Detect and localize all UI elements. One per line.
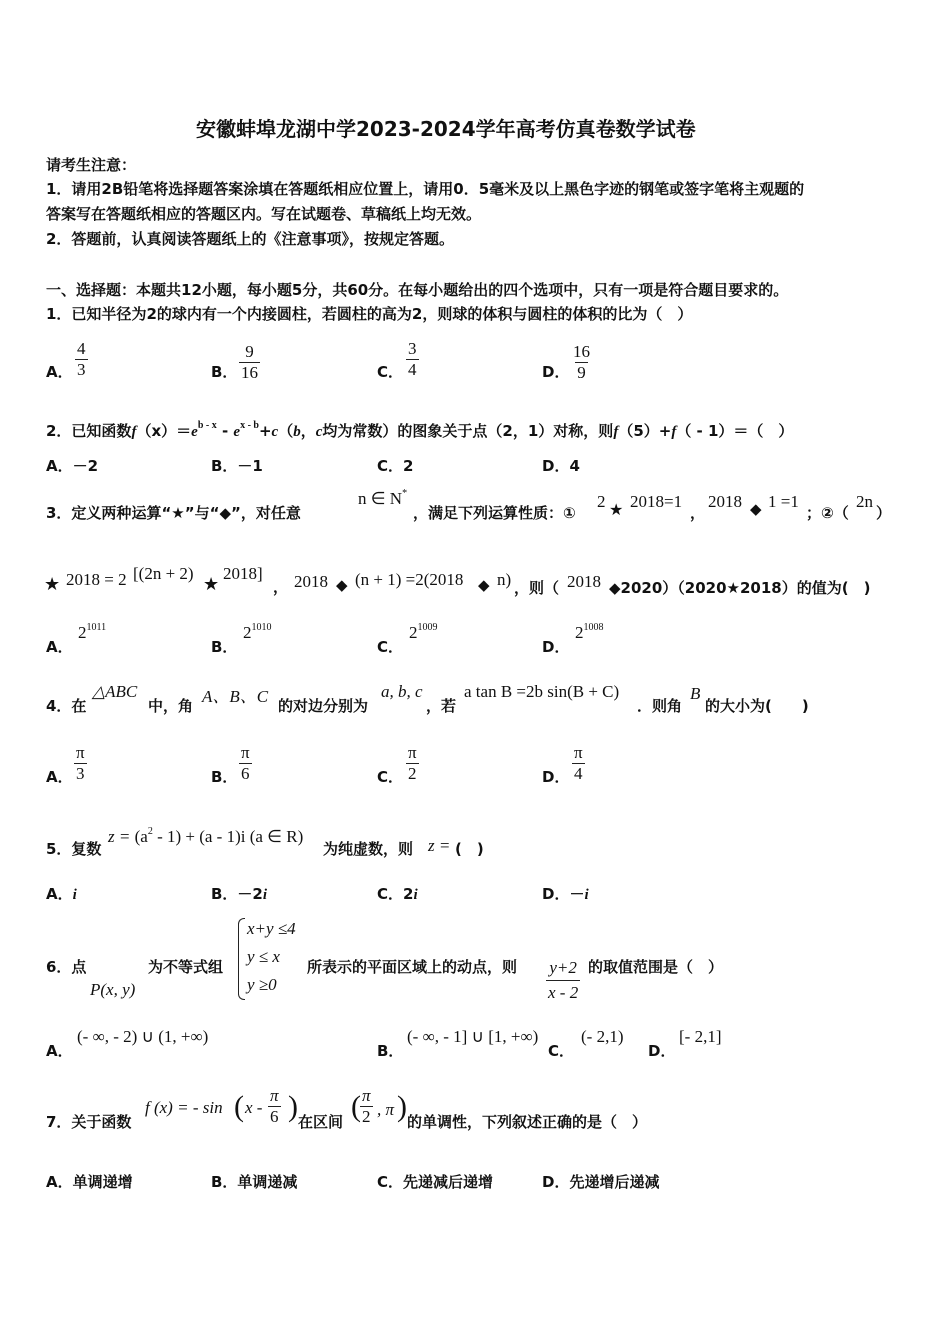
q6-option-d-value: [- 2,1] (679, 1027, 722, 1046)
notice-line-2: 答案写在答题纸相应的答题区内。写在试题卷、草稿纸上均无效。 (46, 205, 482, 223)
q3-option-d-value: $2^{1008}$ (575, 622, 604, 642)
q1-option-d-fraction: $\frac{16}{9}$ (573, 342, 590, 382)
q1-option-a-label: A． (46, 363, 73, 381)
q3-prop2-year: 2018 (708, 492, 742, 511)
q3-2n: 2n (856, 492, 873, 511)
q6-option-b-label: B． (377, 1042, 404, 1060)
notice-line-3: 2．答题前，认真阅读答题纸上的《注意事项》，按规定答题。 (46, 230, 454, 248)
q4-sides: a, b, c (381, 682, 423, 701)
q7-interval-end: , π (377, 1100, 395, 1119)
q7-interval-intro: 在区间 (298, 1113, 344, 1131)
q3-option-b-label: B． (211, 638, 238, 656)
q6-option-c-label: C． (548, 1042, 575, 1060)
q3-star-icon: ★ (44, 574, 61, 595)
q5-ask: ( ) (455, 840, 484, 858)
q2-option-d: D．4 (542, 457, 580, 475)
q3-line2-comma: ， (273, 578, 289, 596)
q3-comma: ， (690, 504, 706, 522)
q3-property-intro: ，满足下列运算性质：① (413, 504, 576, 522)
q5-expression: $z = (a^2 - 1) + (a - 1)i$ (a ∈ R) (108, 826, 304, 846)
q2-option-a: A．－2 (46, 457, 99, 475)
q6-option-c-value: (- 2,1) (581, 1027, 624, 1046)
q6-option-a-value: (- ∞, - 2) ∪ (1, +∞) (77, 1027, 209, 1046)
q1-option-b-fraction: $\frac{9}{16}$ (241, 342, 258, 382)
q6-inequality-3: y ≥0 (247, 975, 277, 994)
q3-option-d-label: D． (542, 638, 570, 656)
q4-angle-intro: 中，角 (148, 697, 194, 715)
q3-paren-close: ） (876, 504, 892, 522)
q5-option-b: B．－2i (211, 885, 268, 903)
q4-option-d-fraction: $\frac{\pi}{4}$ (574, 743, 583, 783)
q7-intro: 7．关于函数 (46, 1113, 132, 1131)
q3-line2-then: ，则（ (514, 579, 560, 597)
q3-line2-rhs: (n + 1) =2(2018 (355, 570, 464, 589)
q1-option-c-label: C． (377, 363, 404, 381)
q3-line2-year-2: 2018 (567, 572, 601, 591)
q3-line2-ask: ◆2020）（2020★2018）的值为( ) (609, 579, 871, 597)
q5-option-a: A．i (46, 885, 77, 903)
q7-option-d: D．先递增后递减 (542, 1173, 660, 1191)
q4-ask: 的大小为( ) (705, 697, 809, 715)
q7-option-c: C．先递减后递增 (377, 1173, 494, 1191)
q1-option-d-label: D． (542, 363, 570, 381)
q7-function: f (x) = - sin (145, 1098, 223, 1117)
q3-star-icon: ★ (203, 574, 220, 595)
q3-line2-exp: [(2n + 2) (133, 564, 194, 583)
q7-paren-left: ( (234, 1090, 244, 1123)
q4-option-a-label: A． (46, 768, 73, 786)
q4-angle-b: B (690, 684, 701, 703)
q3-star-icon: ★ (609, 500, 624, 519)
q3-n-set: n ∈ N* (358, 488, 408, 508)
q2-option-b: B．－1 (211, 457, 263, 475)
question-3-stem-intro: 3．定义两种运算“★”与“◆”，对任意 (46, 504, 301, 522)
q3-option-a-value: $2^{1011}$ (78, 622, 107, 642)
q3-line2-lhs: 2018 = 2 (66, 570, 127, 589)
q7-interval-left: ( (351, 1090, 361, 1123)
q3-option-c-value: $2^{1009}$ (409, 622, 438, 642)
q4-condition: a tan B =2b sin(B + C) (464, 682, 620, 701)
q7-option-b: B．单调递减 (211, 1173, 298, 1191)
q5-option-d: D．－i (542, 885, 589, 903)
q5-z: z = (428, 836, 451, 855)
q6-system-intro: 为不等式组 (148, 958, 224, 976)
q6-region-text: 所表示的平面区域上的动点，则 (307, 958, 518, 976)
q3-diamond-icon: ◆ (336, 576, 348, 594)
q3-prop1-value: 2018=1 (630, 492, 683, 511)
q4-option-b-label: B． (211, 768, 238, 786)
q4-sides-intro: 的对边分别为 (278, 697, 369, 715)
q4-option-c-label: C． (377, 768, 404, 786)
q4-intro: 4．在 (46, 697, 87, 715)
q6-brace (238, 918, 245, 1000)
q5-condition: 为纯虚数，则 (323, 840, 414, 858)
q1-option-b-label: B． (211, 363, 238, 381)
q7-option-a: A．单调递增 (46, 1173, 133, 1191)
q3-option-a-label: A． (46, 638, 73, 656)
q3-option-c-label: C． (377, 638, 404, 656)
q3-diamond-icon: ◆ (478, 576, 490, 594)
q6-ratio-fraction: $\frac{y+2}{x - 2}$ (546, 956, 580, 1005)
q3-option-b-value: $2^{1010}$ (243, 622, 272, 642)
q6-ask: 的取值范围是（ ） (588, 958, 724, 976)
notice-heading: 请考生注意： (46, 156, 137, 174)
q5-intro: 5．复数 (46, 840, 102, 858)
q1-option-c-fraction: $\frac{3}{4}$ (408, 339, 417, 379)
notice-line-1: 1．请用2B铅笔将选择题答案涂填在答题纸相应位置上，请用0．5毫米及以上黑色字迹的钢笔或签字笔将主观题的 (46, 180, 805, 198)
section-heading: 一、选择题：本题共12小题，每小题5分，共60分。在每小题给出的四个选项中，只有一项是符合题目要求的。 (46, 281, 789, 299)
q4-triangle: △ABC (92, 682, 138, 701)
q6-intro: 6．点 (46, 958, 87, 976)
q3-prop1-two: 2 (597, 492, 606, 511)
q7-pi-over-2: $\frac{\pi}{2}$ (362, 1086, 371, 1126)
question-2-stem: 2．已知函数$f(x)=e^{b - x} - e^{x - b}+c(b$，c均为常数）的图象关于点（2，1）对称，则f（5）+f（ - 1）＝（ ） (46, 420, 794, 440)
q6-inequality-2: y ≤ x (247, 947, 280, 966)
q6-option-d-label: D． (648, 1042, 676, 1060)
q3-diamond-icon: ◆ (750, 500, 762, 518)
q4-option-a-fraction: $\frac{\pi}{3}$ (76, 743, 85, 783)
page-title: 安徽蚌埠龙湖中学2023-2024学年高考仿真卷数学试卷 (196, 117, 696, 141)
q6-inequality-1: x+y ≤4 (247, 919, 296, 938)
q4-option-d-label: D． (542, 768, 570, 786)
q3-line2-exp-end: 2018] (223, 564, 263, 583)
q3-prop2-intro: ；②（ (806, 504, 849, 522)
q3-line2-n: n) (497, 570, 512, 589)
q4-condition-intro: ，若 (426, 697, 457, 715)
q3-line2-year: 2018 (294, 572, 328, 591)
q2-option-c: C．2 (377, 457, 414, 475)
q6-option-b-value: (- ∞, - 1] ∪ [1, +∞) (407, 1027, 539, 1046)
q5-option-c: C．2i (377, 885, 418, 903)
q4-option-b-fraction: $\frac{\pi}{6}$ (241, 743, 250, 783)
q7-pi-over-6: $\frac{\pi}{6}$ (270, 1086, 279, 1126)
q6-point: P(x, y) (90, 980, 136, 999)
q7-interval-right: ) (397, 1090, 407, 1123)
q7-ask: 的单调性，下列叙述正确的是（ ） (407, 1113, 648, 1131)
q7-paren-right: ) (288, 1090, 298, 1123)
q6-option-a-label: A． (46, 1042, 73, 1060)
question-1-stem: 1．已知半径为2的球内有一个内接圆柱，若圆柱的高为2，则球的体积与圆柱的体积的比为（ ） (46, 305, 693, 323)
q4-option-c-fraction: $\frac{\pi}{2}$ (408, 743, 417, 783)
q3-prop2-value: 1 =1 (768, 492, 799, 511)
q4-ask-intro: ．则角 (637, 697, 683, 715)
q4-angles: A、B、C (202, 687, 269, 706)
q1-option-a-fraction: $\frac{4}{3}$ (77, 339, 86, 379)
q7-x-minus: x - (245, 1098, 263, 1117)
